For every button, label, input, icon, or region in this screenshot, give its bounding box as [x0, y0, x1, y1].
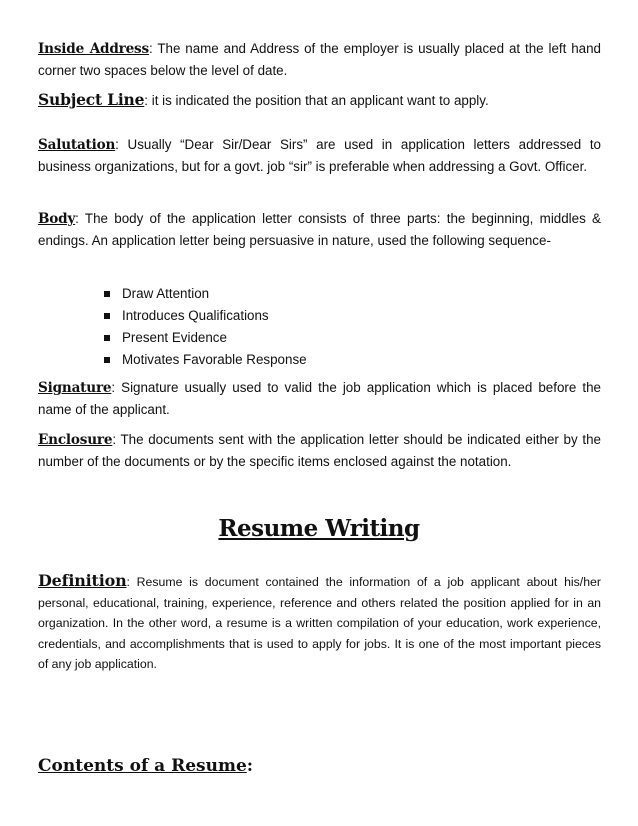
salutation-paragraph	[38, 134, 601, 178]
enclosure-text: : The documents sent with the application letter should be indicated either by the number of the documents or by the specific items enclosed against the notation.	[38, 432, 601, 469]
bullet-item: Motivates Favorable Response	[104, 349, 307, 371]
salutation-text: : Usually “Dear Sir/Dear Sirs” are used in application letters addressed to business organizations, but for a govt. job “sir” is preferable when addressing a Govt. Officer.	[38, 137, 601, 174]
inside-address-paragraph	[38, 38, 601, 82]
bullet-item: Draw Attention	[104, 283, 307, 305]
definition-text: : Resume is document contained the information of a job applicant about his/her personal, educational, training, experience, reference and others related the position applied for in an organization. In the other word, a resume is a written compilation of your education, work experience, credentials, and accomplishments that is used to apply for jobs. It is one of the most important pieces of any job application.	[38, 575, 601, 671]
inside-address-text: : The name and Address of the employer is usually placed at the left hand corner two spaces below the level of date.	[38, 41, 601, 78]
square-bullet-icon	[104, 357, 110, 363]
contents-of-resume-heading	[38, 756, 253, 776]
signature-heading: Signature	[38, 380, 112, 396]
signature-paragraph	[38, 377, 601, 421]
definition-heading: Definition	[38, 571, 127, 590]
contents-heading-text: Contents of a Resume	[38, 756, 247, 776]
bullet-item: Present Evidence	[104, 327, 307, 349]
body-heading: Body	[38, 211, 76, 227]
subject-line-heading: Subject Line	[38, 90, 145, 109]
contents-heading-colon: :	[246, 756, 254, 776]
subject-line-text: : it is indicated the position that an applicant want to apply.	[144, 93, 489, 108]
square-bullet-icon	[104, 335, 110, 341]
signature-text: : Signature usually used to valid the job application which is placed before the name of the applicant.	[38, 380, 601, 417]
square-bullet-icon	[104, 291, 110, 297]
body-paragraph	[38, 208, 601, 252]
body-bullet-list	[104, 283, 307, 371]
enclosure-heading: Enclosure	[38, 432, 113, 448]
resume-writing-title: Resume Writing	[218, 515, 420, 542]
salutation-heading: Salutation	[38, 137, 116, 153]
inside-address-heading: Inside Address	[38, 41, 149, 57]
square-bullet-icon	[104, 313, 110, 319]
definition-paragraph	[38, 571, 601, 675]
body-text: : The body of the application letter consists of three parts: the beginning, middles & endings. An application letter being persuasive in nature, used the following sequence-	[38, 211, 601, 248]
enclosure-paragraph	[38, 429, 601, 473]
subject-line-paragraph	[38, 89, 601, 112]
bullet-item: Introduces Qualifications	[104, 305, 307, 327]
